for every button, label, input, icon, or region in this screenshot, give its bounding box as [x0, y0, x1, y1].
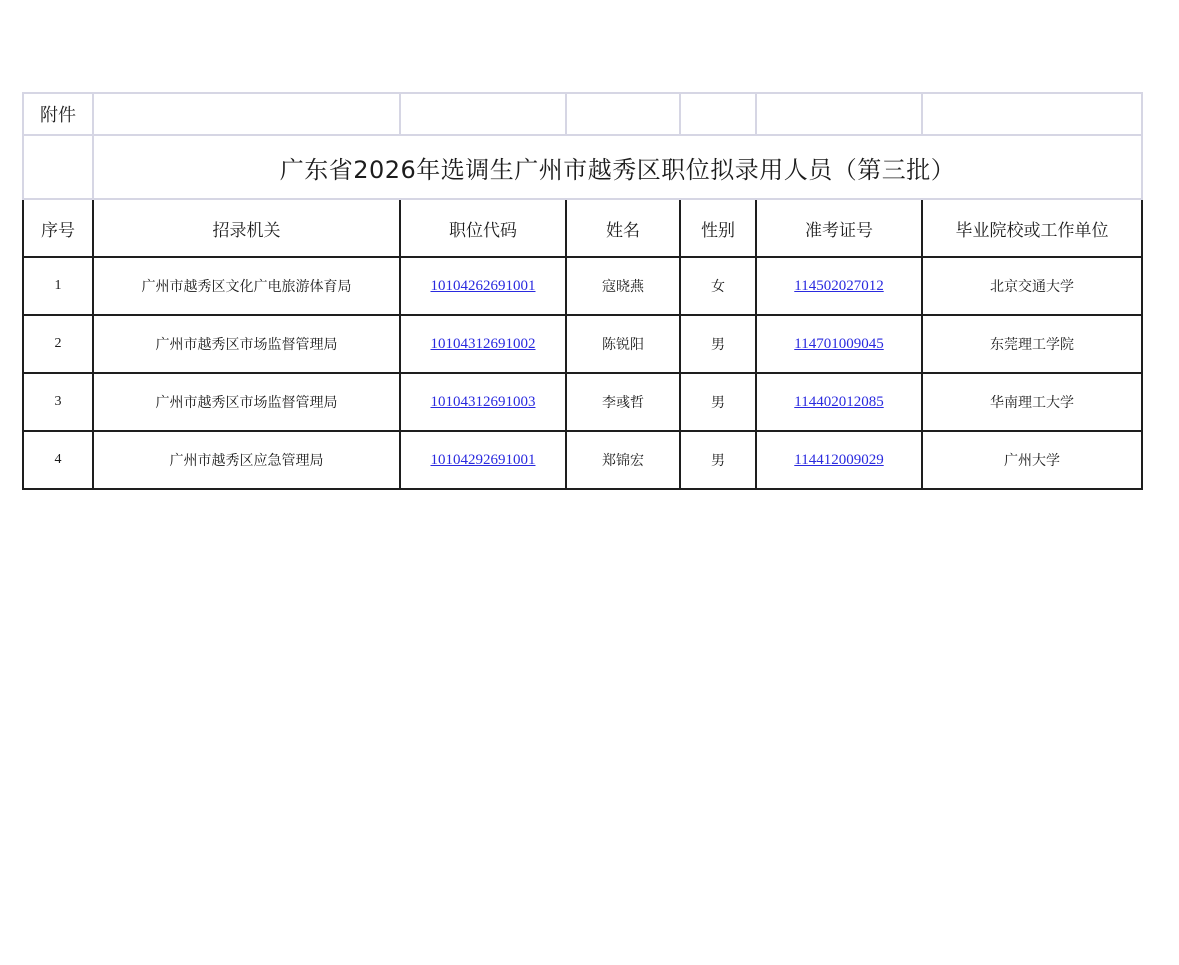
title-row: [23, 135, 1142, 199]
cell-agency[interactable]: 广州市越秀区市场监督管理局: [93, 373, 400, 431]
exam-id-link[interactable]: 114701009045: [794, 335, 884, 352]
attachment-label-cell[interactable]: [23, 93, 93, 135]
header-name[interactable]: 姓名: [566, 199, 680, 257]
cell-position-code[interactable]: [400, 373, 566, 431]
cell-exam-id[interactable]: [756, 257, 922, 315]
cell-gender[interactable]: 女: [680, 257, 756, 315]
table-row: [23, 315, 1142, 373]
cell-name[interactable]: 寇晓燕: [566, 257, 680, 315]
cell-school[interactable]: 北京交通大学: [922, 257, 1142, 315]
spreadsheet-sheet: [22, 92, 1141, 490]
empty-cell[interactable]: [756, 93, 922, 135]
admission-roster-table: [22, 92, 1143, 490]
cell-agency[interactable]: 广州市越秀区文化广电旅游体育局: [93, 257, 400, 315]
cell-gender[interactable]: 男: [680, 373, 756, 431]
cell-index[interactable]: 4: [23, 431, 93, 489]
cell-agency[interactable]: 广州市越秀区市场监督管理局: [93, 315, 400, 373]
cell-exam-id[interactable]: [756, 431, 922, 489]
cell-exam-id[interactable]: [756, 373, 922, 431]
empty-cell[interactable]: [400, 93, 566, 135]
empty-cell[interactable]: [680, 93, 756, 135]
cell-agency[interactable]: 广州市越秀区应急管理局: [93, 431, 400, 489]
cell-name[interactable]: 李彧哲: [566, 373, 680, 431]
cell-position-code[interactable]: [400, 315, 566, 373]
table-row: [23, 257, 1142, 315]
empty-cell[interactable]: [23, 135, 93, 199]
header-gender[interactable]: 性别: [680, 199, 756, 257]
document-title: 广东省2026年选调生广州市越秀区职位拟录用人员（第三批）: [279, 155, 956, 184]
exam-id-link[interactable]: 114502027012: [794, 277, 884, 294]
header-exam-id[interactable]: 准考证号: [756, 199, 922, 257]
position-code-link[interactable]: 10104292691001: [430, 451, 536, 468]
header-school[interactable]: 毕业院校或工作单位: [922, 199, 1142, 257]
cell-gender[interactable]: 男: [680, 315, 756, 373]
empty-cell[interactable]: [566, 93, 680, 135]
cell-name[interactable]: 陈锐阳: [566, 315, 680, 373]
exam-id-link[interactable]: 114402012085: [794, 393, 884, 410]
cell-index[interactable]: 2: [23, 315, 93, 373]
cell-gender[interactable]: 男: [680, 431, 756, 489]
cell-exam-id[interactable]: [756, 315, 922, 373]
header-agency[interactable]: 招录机关: [93, 199, 400, 257]
empty-cell[interactable]: [922, 93, 1142, 135]
cell-school[interactable]: 华南理工大学: [922, 373, 1142, 431]
header-row: [23, 199, 1142, 257]
exam-id-link[interactable]: 114412009029: [794, 451, 884, 468]
position-code-link[interactable]: 10104262691001: [430, 277, 536, 294]
attachment-label: 附件: [40, 105, 76, 126]
cell-name[interactable]: 郑锦宏: [566, 431, 680, 489]
table-row: [23, 431, 1142, 489]
cell-school[interactable]: 广州大学: [922, 431, 1142, 489]
position-code-link[interactable]: 10104312691003: [430, 393, 536, 410]
attachment-row: [23, 93, 1142, 135]
cell-index[interactable]: 3: [23, 373, 93, 431]
empty-cell[interactable]: [93, 93, 400, 135]
table-row: [23, 373, 1142, 431]
cell-school[interactable]: 东莞理工学院: [922, 315, 1142, 373]
position-code-link[interactable]: 10104312691002: [430, 335, 536, 352]
title-cell[interactable]: [93, 135, 1142, 199]
cell-position-code[interactable]: [400, 431, 566, 489]
cell-position-code[interactable]: [400, 257, 566, 315]
header-position-code[interactable]: 职位代码: [400, 199, 566, 257]
cell-index[interactable]: 1: [23, 257, 93, 315]
header-index[interactable]: 序号: [23, 199, 93, 257]
